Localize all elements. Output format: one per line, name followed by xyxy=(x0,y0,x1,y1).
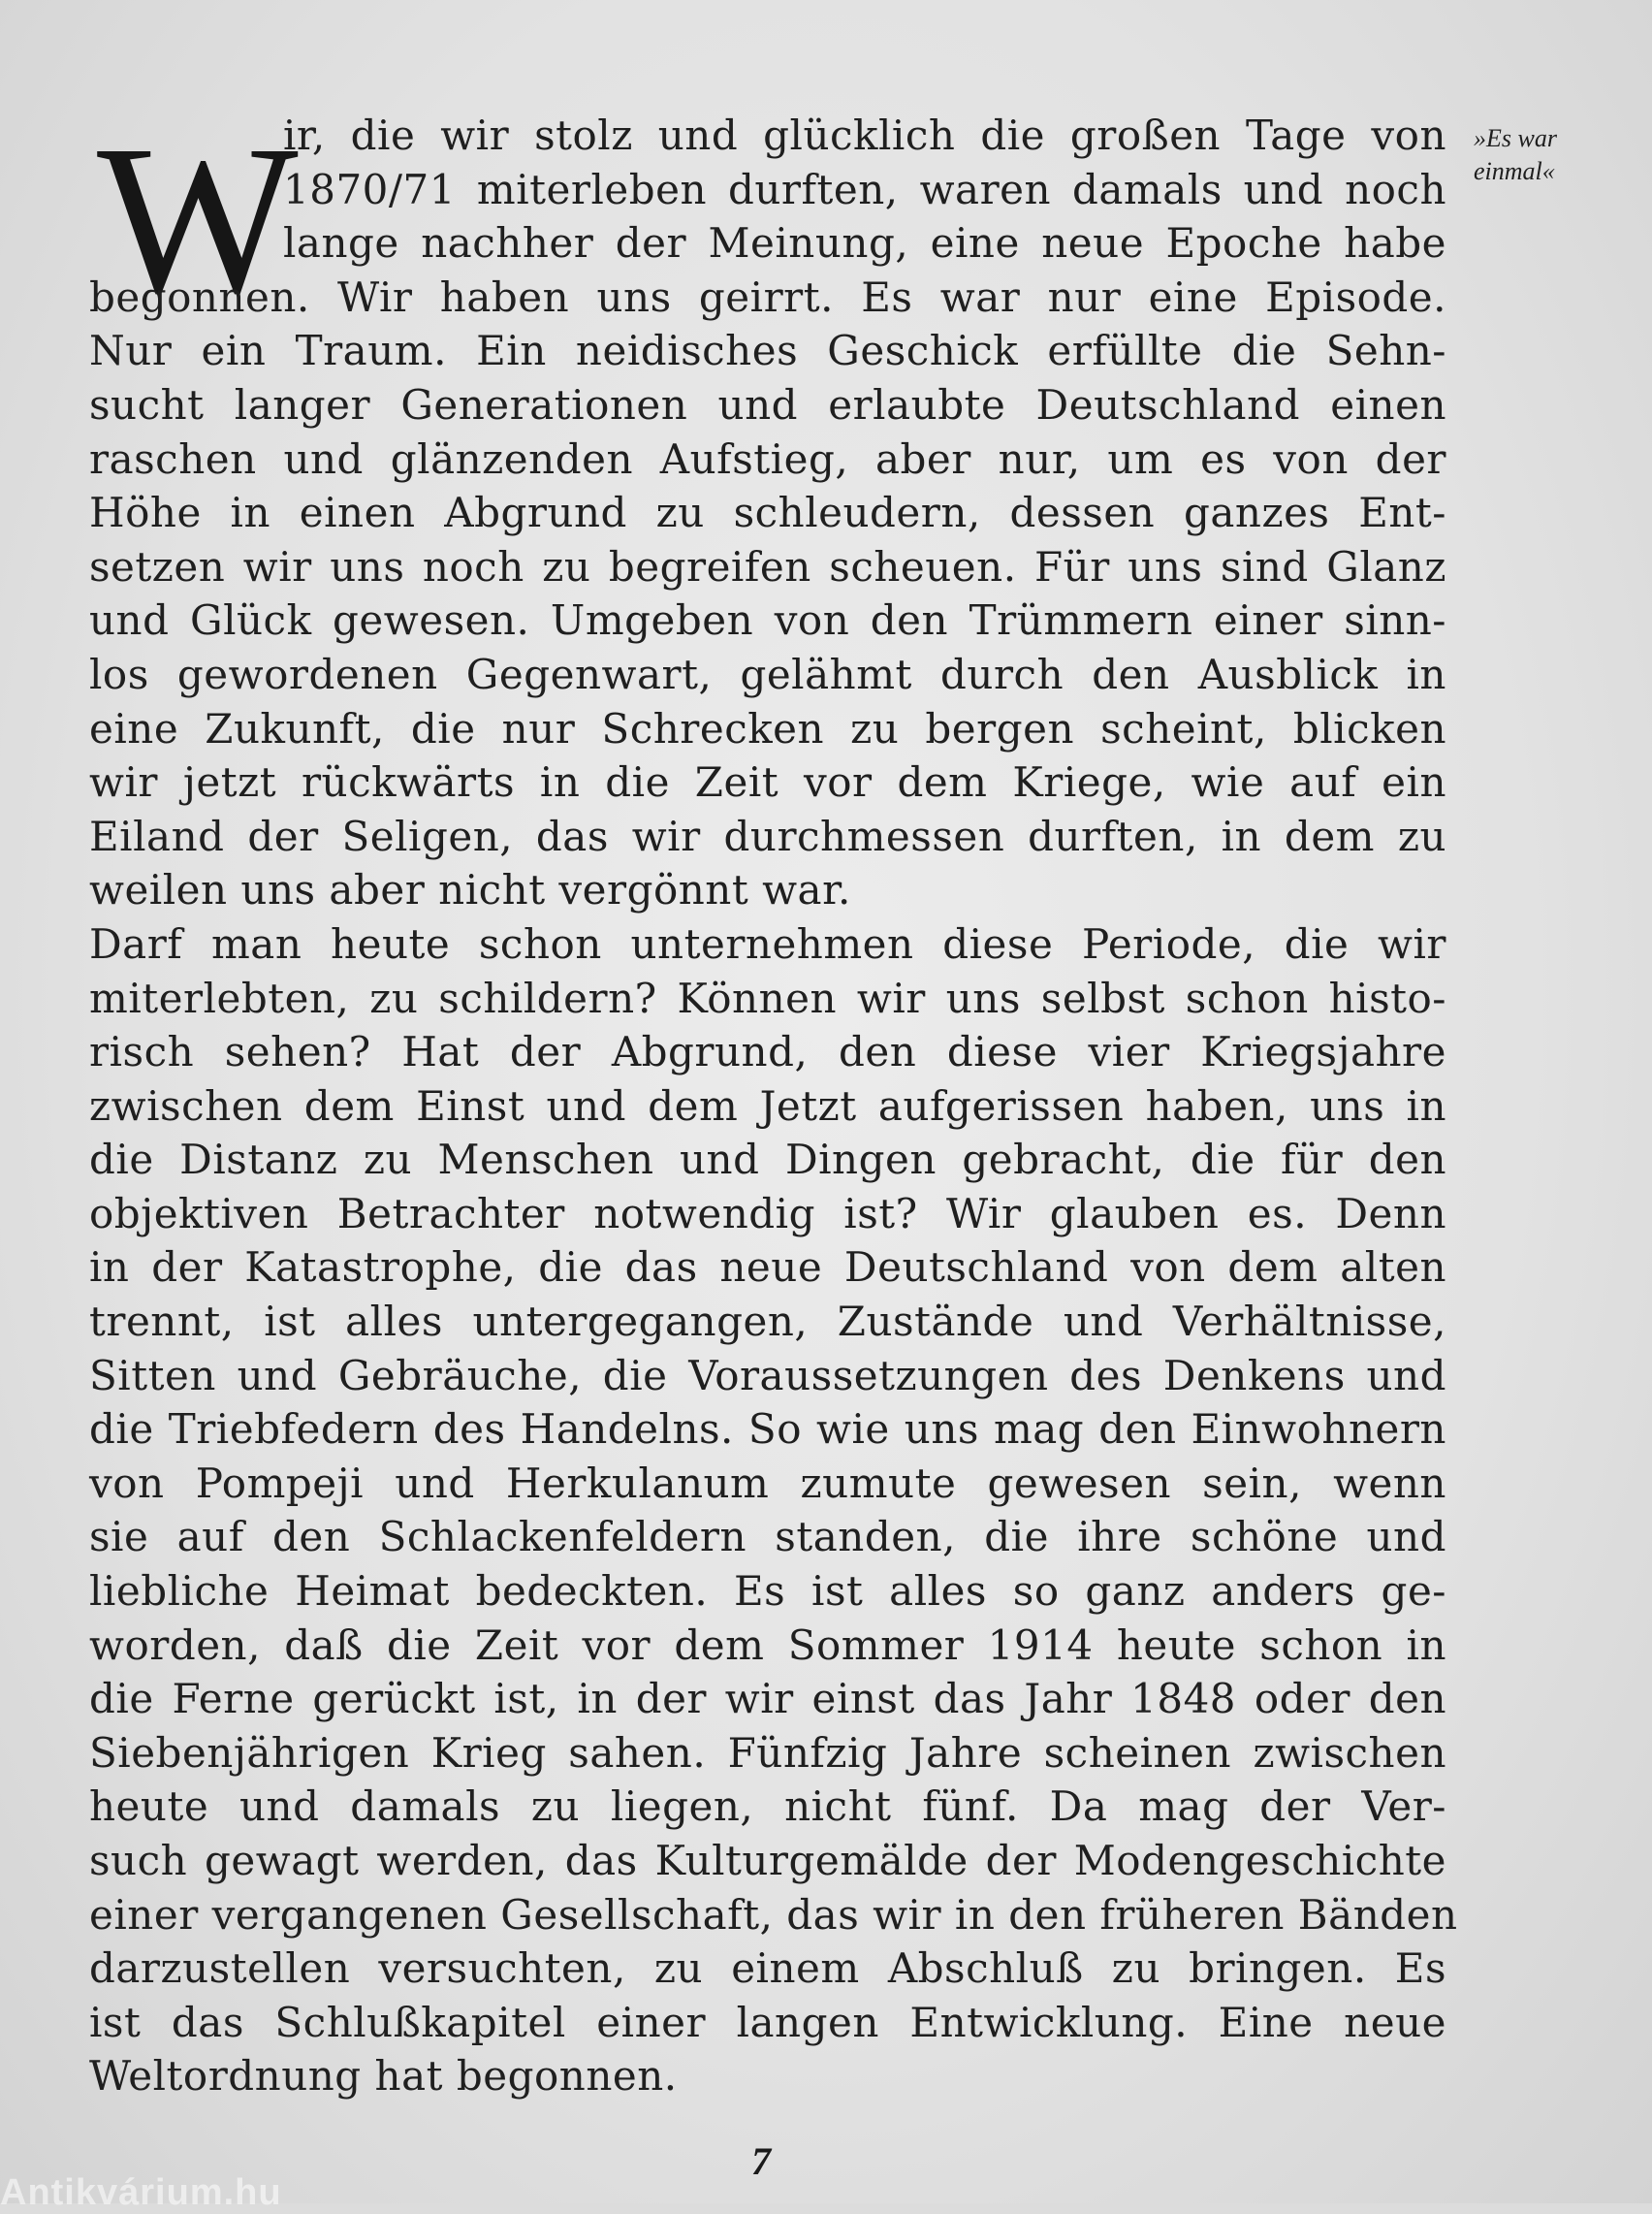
page-number: 7 xyxy=(751,2139,771,2183)
body-text xyxy=(89,101,1458,2103)
text-line: 1870/71 miterleben durften, waren damals und noch xyxy=(283,165,1446,213)
text-line: in der Katastrophe, die das neue Deutschland von dem alten xyxy=(89,1243,1446,1292)
text-line: begonnen. Wir haben uns geirrt. Es war nur eine Episode. xyxy=(89,273,1446,321)
text-line: worden, daß die Zeit vor dem Sommer 1914 heute schon in xyxy=(89,1620,1446,1669)
marginal-note-line: »Es war xyxy=(1474,124,1557,152)
text-line: Nur ein Traum. Ein neidisches Geschick erfüllte die Sehn- xyxy=(89,327,1446,375)
text-line: einer vergangenen Gesellschaft, das wir in den früheren Bänden xyxy=(89,1890,1458,1939)
text-line: sie auf den Schlackenfeldern standen, die ihre schöne und xyxy=(89,1513,1446,1561)
text-line: los gewordenen Gegenwart, gelähmt durch den Ausblick in xyxy=(89,650,1446,698)
text-line: Sitten und Gebräuche, die Voraussetzungen des Denkens und xyxy=(89,1351,1446,1399)
text-line: Höhe in einen Abgrund zu schleudern, dessen ganzes Ent- xyxy=(89,489,1446,537)
text-line: heute und damals zu liegen, nicht fünf. Da mag der Ver- xyxy=(89,1782,1446,1831)
marginal-note-line: einmal« xyxy=(1474,157,1555,185)
text-line: ir, die wir stolz und glücklich die großen Tage von xyxy=(283,112,1446,159)
marginal-note xyxy=(1474,122,1619,188)
text-line: weilen uns aber nicht vergönnt war. xyxy=(89,866,851,914)
text-line: eine Zukunft, die nur Schrecken zu bergen scheint, blicken xyxy=(89,704,1446,753)
text-line: setzen wir uns noch zu begreifen scheuen. Für uns sind Glanz xyxy=(89,542,1446,591)
text-line: von Pompeji und Herkulanum zumute gewesen sein, wenn xyxy=(89,1459,1446,1507)
text-line: Darf man heute schon unternehmen diese Periode, die wir xyxy=(89,919,1446,968)
text-line: wir jetzt rückwärts in die Zeit vor dem Kriege, wie auf ein xyxy=(89,758,1446,807)
text-line: objektiven Betrachter notwendig ist? Wir glauben es. Denn xyxy=(89,1189,1446,1237)
watermark: Antikvárium.hu xyxy=(0,2172,282,2213)
text-line: darzustellen versuchten, zu einem Abschluß zu bringen. Es xyxy=(89,1944,1446,1993)
drop-cap-initial: W xyxy=(97,101,299,337)
text-line: Siebenjährigen Krieg sahen. Fünfzig Jahre scheinen zwischen xyxy=(89,1728,1446,1777)
text-line: die Ferne gerückt ist, in der wir einst das Jahr 1848 oder den xyxy=(89,1675,1446,1723)
text-line: die Distanz zu Menschen und Dingen gebracht, die für den xyxy=(89,1136,1446,1184)
text-line: sucht langer Generationen und erlaubte Deutschland einen xyxy=(89,380,1446,429)
text-line: liebliche Heimat bedeckten. Es ist alles so ganz anders ge- xyxy=(89,1567,1446,1616)
text-line: lange nachher der Meinung, eine neue Epoche habe xyxy=(283,219,1446,268)
text-line: trennt, ist alles untergegangen, Zustände und Verhältnisse, xyxy=(89,1298,1446,1346)
text-line: die Triebfedern des Handelns. So wie uns mag den Einwohnern xyxy=(89,1405,1446,1454)
text-line: risch sehen? Hat der Abgrund, den diese vier Kriegsjahre xyxy=(89,1028,1446,1076)
text-line: und Glück gewesen. Umgeben von den Trümmern einer sinn- xyxy=(89,596,1446,645)
text-line: miterlebten, zu schildern? Können wir uns selbst schon histo- xyxy=(89,974,1446,1022)
text-line: Weltordnung hat begonnen. xyxy=(89,2052,678,2101)
text-line: such gewagt werden, das Kulturgemälde der Modengeschichte xyxy=(89,1837,1446,1884)
text-line: ist das Schlußkapitel einer langen Entwicklung. Eine neue xyxy=(89,1998,1446,2046)
text-line: zwischen dem Einst und dem Jetzt aufgerissen haben, uns in xyxy=(89,1081,1446,1130)
text-line: Eiland der Seligen, das wir durchmessen durften, in dem zu xyxy=(89,812,1446,860)
text-line: raschen und glänzenden Aufstieg, aber nur, um es von der xyxy=(89,434,1446,483)
